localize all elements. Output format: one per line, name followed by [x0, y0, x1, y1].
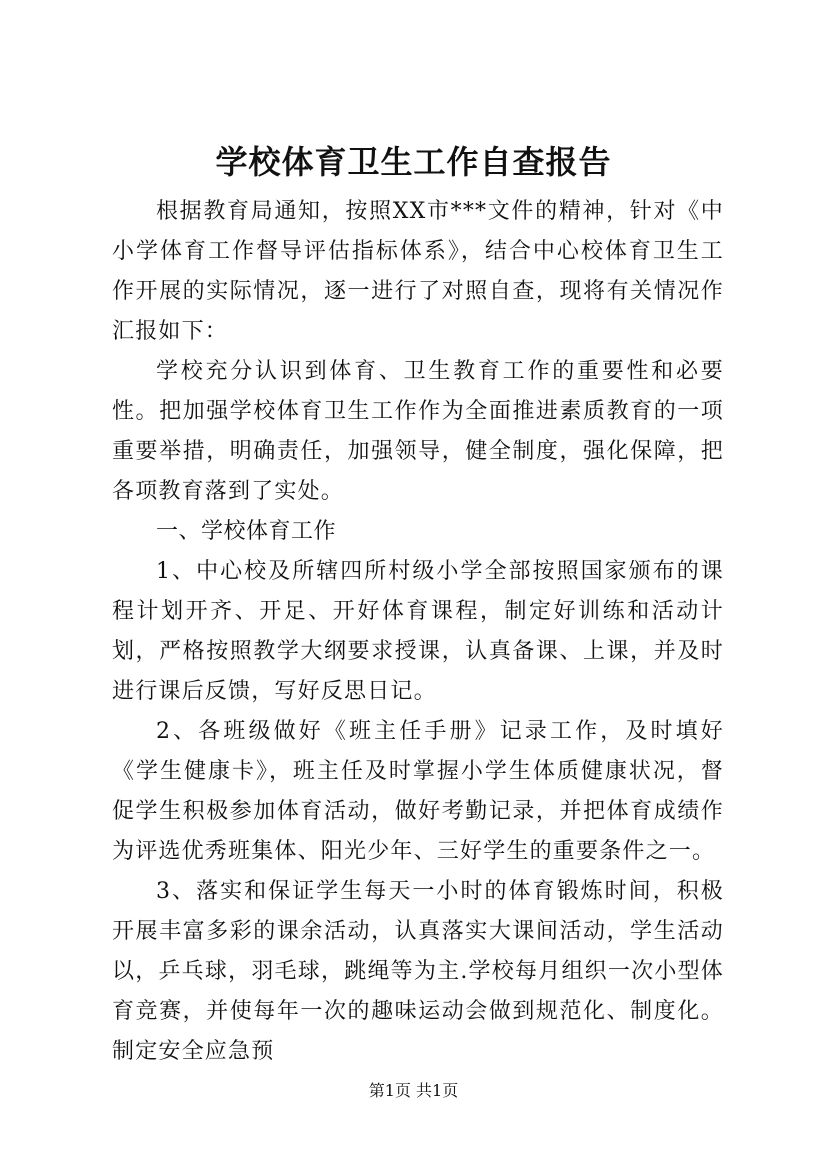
paragraph-item-1: 1、中心校及所辖四所村级小学全部按照国家颁布的课程计划开齐、开足、开好体育课程，制定好训练和活动计划，严格按照教学大纲要求授课，认真备课、上课，并及时进行课后反馈，写好反思日记。 — [112, 559, 724, 704]
paragraph-awareness: 学校充分认识到体育、卫生教育工作的重要性和必要性。把加强学校体育卫生工作作为全面推进素质教育的一项重要举措，明确责任，加强领导，健全制度，强化保障，把各项教育落到了实处。 — [112, 359, 724, 504]
page-footer: 第1页 共1页 — [368, 1081, 459, 1100]
paragraph-intro: 根据教育局通知，按照XX市***文件的精神，针对《中小学体育工作督导评估指标体系》，结合中心校体育卫生工作开展的实际情况，逐一进行了对照自查，现将有关情况作汇报如下： — [112, 199, 724, 344]
paragraph-item-3: 3、落实和保证学生每天一小时的体育锻炼时间，积极开展丰富多彩的课余活动，认真落实大课间活动，学生活动以，乒乓球，羽毛球，跳绳等为主.学校每月组织一次小型体育竞赛，并使每年一次的趣味运动会做到规范化、制度化。制定安全应急预 — [112, 879, 724, 1064]
document-body — [112, 192, 724, 1072]
section-heading: 一、学校体育工作 — [156, 519, 337, 544]
paragraph-item-2: 2、各班级做好《班主任手册》记录工作，及时填好《学生健康卡》，班主任及时掌握小学生体质健康状况，督促学生积极参加体育活动，做好考勤记录，并把体育成绩作为评选优秀班集体、阳光少年、三好学生的重要条件之一。 — [112, 719, 724, 864]
document-title: 学校体育卫生工作自查报告 — [215, 143, 612, 181]
